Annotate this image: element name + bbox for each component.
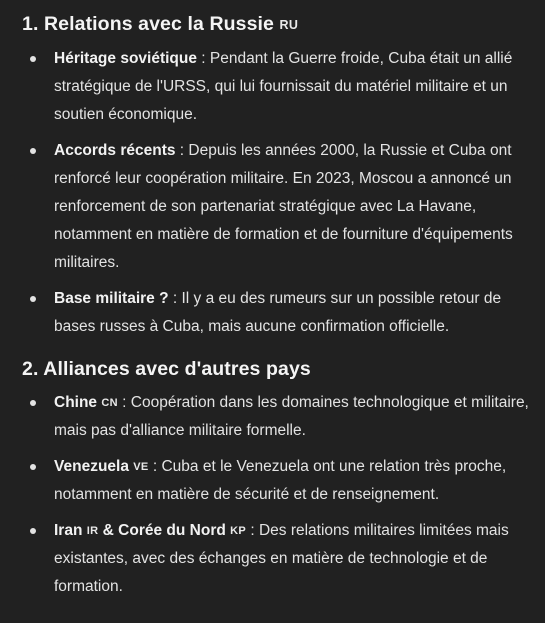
section-title: 2. Alliances avec d'autres pays	[22, 358, 311, 380]
item-label: Chine CN	[54, 394, 118, 411]
flag-cn-icon: CN	[101, 397, 118, 409]
list-item	[22, 137, 537, 277]
item-label: Héritage soviétique	[54, 50, 197, 67]
flag-ru-icon: RU	[279, 18, 299, 32]
item-text: : Pendant la Guerre froide, Cuba était un allié stratégique de l'URSS, qui lui fournissait du matériel militaire et un soutien économique.	[54, 50, 513, 123]
list-item	[22, 517, 537, 601]
item-label: Accords récents	[54, 142, 176, 159]
bullet-icon	[30, 528, 36, 534]
bullet-icon	[30, 400, 36, 406]
flag-ve-icon: VE	[133, 461, 149, 473]
bullet-icon	[30, 56, 36, 62]
list-item	[22, 285, 537, 341]
section-heading-russia	[22, 10, 537, 39]
list-item	[22, 45, 537, 129]
russia-list	[22, 45, 537, 341]
item-label: Base militaire ?	[54, 290, 169, 307]
section-heading-alliances	[22, 355, 537, 383]
item-text: : Coopération dans les domaines technologique et militaire, mais pas d'alliance militaire formelle.	[54, 394, 529, 439]
item-label: Iran IR & Corée du Nord KP	[54, 522, 247, 539]
list-item	[22, 389, 537, 445]
bullet-icon	[30, 148, 36, 154]
item-label: Venezuela VE	[54, 458, 149, 475]
item-text: : Des relations militaires limitées mais existantes, avec des échanges en matière de technologie et de formation.	[54, 522, 509, 595]
flag-kp-icon: KP	[230, 525, 247, 537]
list-item	[22, 453, 537, 509]
item-text: : Depuis les années 2000, la Russie et Cuba ont renforcé leur coopération militaire. En 2023, Moscou a annoncé un renforcement de son partenariat stratégique avec La Havane, notamment en matière de formation et de fourniture d'équipements militaires.	[54, 142, 513, 271]
flag-ir-icon: IR	[86, 525, 99, 537]
alliances-list	[22, 389, 537, 601]
item-text: : Cuba et le Venezuela ont une relation très proche, notamment en matière de sécurité et de renseignement.	[54, 458, 507, 503]
bullet-icon	[30, 464, 36, 470]
section-title: 1. Relations avec la Russie	[22, 13, 274, 35]
bullet-icon	[30, 296, 36, 302]
item-text: : Il y a eu des rumeurs sur un possible retour de bases russes à Cuba, mais aucune confirmation officielle.	[54, 290, 502, 335]
